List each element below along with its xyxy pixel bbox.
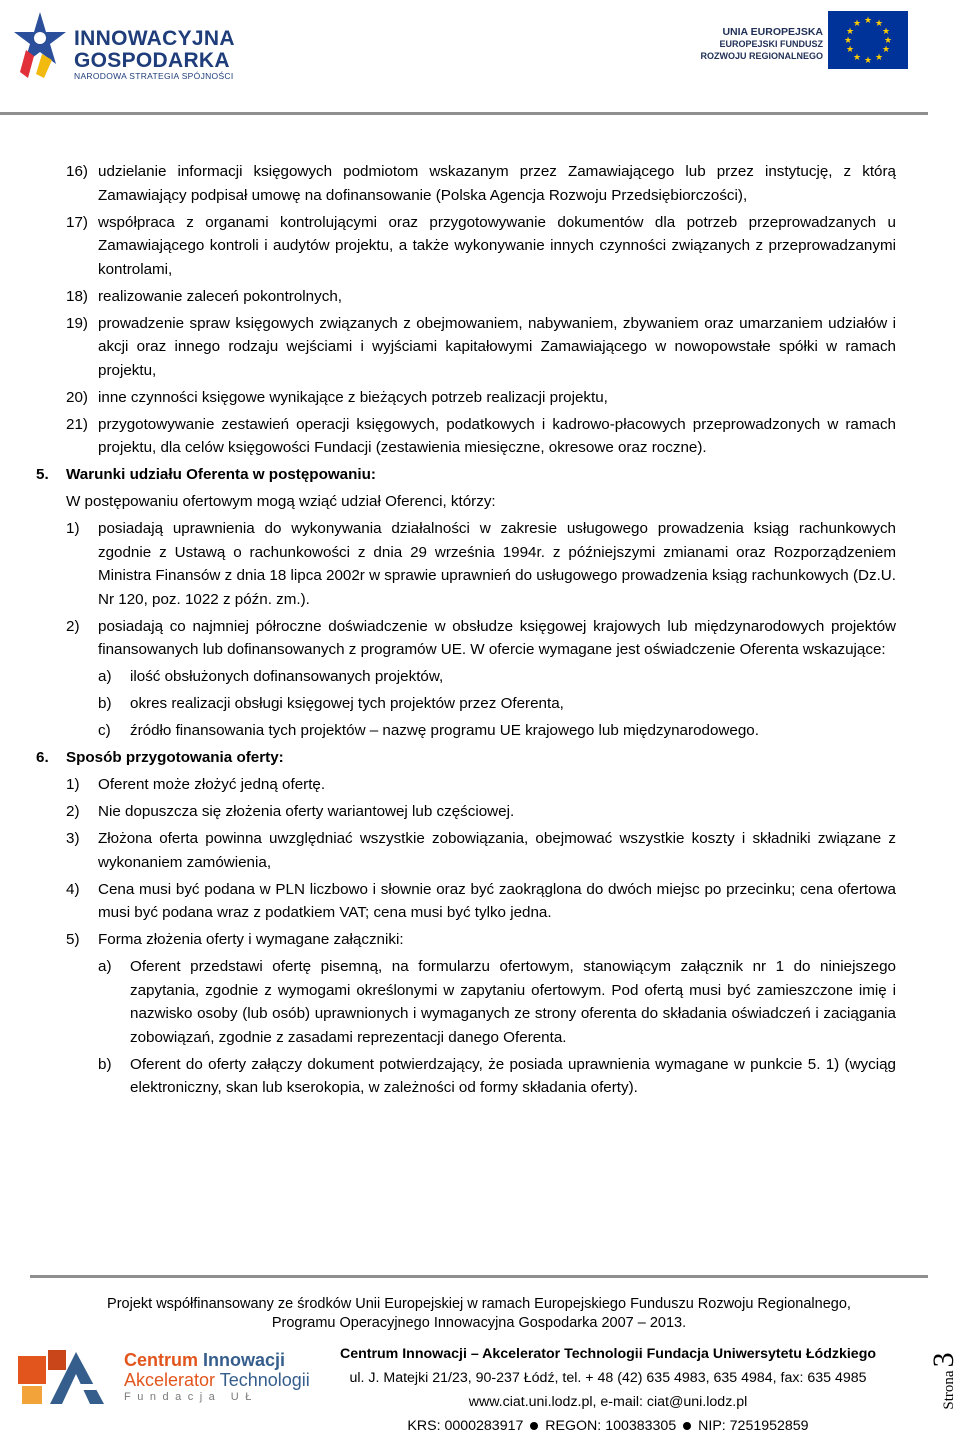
project-cofinancing-note <box>30 1295 928 1332</box>
item-text: prowadzenie spraw księgowych związanych z obejmowaniem, nabywaniem, zbywaniem oraz umarzaniem udziałów i akcji oraz innego rodzaju wejściami i wyjściami kapitałowymi Zamawiającego w nowopowstałe spółki w ramach projektu, <box>98 314 896 379</box>
list-item <box>36 285 896 309</box>
header-divider <box>0 112 928 115</box>
item-text: źródło finansowania tych projektów – nazwę programu UE krajowego lub międzynarodowego. <box>130 722 759 739</box>
document-body <box>36 160 896 1103</box>
svg-text:★: ★ <box>843 36 853 46</box>
svg-text:★: ★ <box>852 53 862 63</box>
ciat-logo-line-3: Fundacja UŁ <box>124 1391 258 1403</box>
bullet-icon <box>530 1422 538 1430</box>
item-text: Nie dopuszcza się złożenia oferty wariantowej lub częściowej. <box>98 803 515 820</box>
sub-list-item <box>36 719 896 743</box>
page-number-marker <box>928 1338 960 1424</box>
item-text: posiadają co najmniej półroczne doświadczenie w obsłudze księgowej krajowych lub międzynarodowych projektów finansowanych lub dofinansowanych z programów UE. W ofercie wymagane jest oświadczenie Oferenta wskazujące: <box>98 617 896 658</box>
nip: NIP: 7251952859 <box>698 1418 809 1434</box>
svg-text:★: ★ <box>863 16 873 26</box>
page-number: 3 <box>927 1352 960 1368</box>
sub-list-item <box>36 955 896 1049</box>
item-text: Złożona oferta powinna uwzględniać wszystkie zobowiązania, obejmować wszystkie koszty i składniki związane z wykonaniem zamówienia, <box>98 830 896 871</box>
list-item <box>36 517 896 611</box>
project-line-2: Programu Operacyjnego Innowacyjna Gospodarka 2007 – 2013. <box>271 1314 687 1331</box>
section-number: 5. <box>36 466 49 483</box>
svg-text:★: ★ <box>881 27 891 37</box>
ciat-word-centrum: Centrum <box>124 1350 199 1370</box>
item-text: ilość obsłużonych dofinansowanych projektów, <box>130 668 444 685</box>
eu-flag-icon <box>828 11 908 69</box>
item-letter: b) <box>98 1055 112 1073</box>
item-letter: a) <box>98 668 112 685</box>
ciat-logo <box>18 1348 310 1410</box>
ciat-logo-line-1 <box>124 1350 285 1371</box>
item-text: Oferent do oferty załączy dokument potwierdzający, że posiada uprawnienia wymagane w punkcie 5. 1) (wyciąg elektroniczny, skan lub kserokopia, w zależności od formy składania oferty). <box>130 1055 896 1096</box>
org-name: Centrum Innowacji – Akcelerator Technologii Fundacja Uniwersytetu Łódzkiego <box>339 1346 877 1362</box>
section-6-heading <box>36 746 896 770</box>
ciat-word-innowacji: Innowacji <box>203 1350 286 1370</box>
eu-text <box>695 26 823 62</box>
item-number: 5) <box>66 931 80 948</box>
item-text: Cena musi być podana w PLN liczbowo i słownie oraz być zaokrąglona do dwóch miejsc po przecinku; cena ofertowa musi być podana wraz z podatkiem VAT; cena musi być tylko jedna. <box>98 880 896 921</box>
org-web-email: www.ciat.uni.lodz.pl, e-mail: ciat@uni.lodz.pl <box>468 1394 748 1410</box>
item-text: Forma złożenia oferty i wymagane załączniki: <box>98 931 404 948</box>
organization-contact <box>300 1342 916 1438</box>
list-item <box>36 413 896 460</box>
item-text: posiadają uprawnienia do wykonywania działalności w zakresie usługowego prowadzenia ksiąg rachunkowych zgodnie z Ustawą o rachunkowości z dnia 29 września 1994r. z późniejszymi zmianami oraz Rozporządzeniem Ministra Finansów z dnia 18 lipca 2002r w sprawie uprawnień do usługowego prowadzenia ksiąg rachunkowych (Dz.U. Nr 120, poz. 1022 z późn. zm.). <box>98 520 896 608</box>
krs: KRS: 0000283917 <box>407 1418 524 1434</box>
project-line-1: Projekt współfinansowany ze środków Unii Europejskiej w ramach Europejskiego Funduszu Rozwoju Regionalnego, <box>107 1296 851 1312</box>
eu-logo <box>695 6 910 70</box>
list-item <box>36 928 896 952</box>
logo-line-1: INNOWACYJNA <box>74 27 235 50</box>
org-address: ul. J. Matejki 21/23, 90-237 Łódź, tel. + 48 (42) 635 4983, 635 4984, fax: 635 4985 <box>349 1370 867 1386</box>
item-letter: c) <box>98 722 111 739</box>
sub-list-item <box>36 1053 896 1100</box>
logo-line-2: GOSPODARKA <box>74 49 230 72</box>
item-text: okres realizacji obsługi księgowej tych projektów przez Oferenta, <box>130 695 564 712</box>
svg-text:★: ★ <box>863 56 873 66</box>
star-emblem-icon <box>12 10 68 80</box>
item-number: 19) <box>66 314 88 332</box>
svg-text:★: ★ <box>881 45 891 55</box>
item-text: udzielanie informacji księgowych podmiotom wskazanym przez Zamawiającego lub przez instytucję, z którą Zamawiający podpisał umowę na dofinansowanie (Polska Agencja Rozwoju Przedsiębiorczości), <box>98 163 896 204</box>
item-text: Oferent może złożyć jedną ofertę. <box>98 776 326 793</box>
item-number: 16) <box>66 163 88 180</box>
list-item <box>36 312 896 383</box>
item-text: współpraca z organami kontrolującymi oraz przygotowywanie dokumentów dla potrzeb przeprowadzanych u Zamawiającego kontroli i audytów projektu, a także wykonywanie innych czynności związanych z przeprowadzanymi kontrolami, <box>98 213 896 278</box>
list-item <box>36 773 896 797</box>
list-item <box>36 386 896 410</box>
item-text: inne czynności księgowe wynikające z bieżących potrzeb realizacji projektu, <box>98 388 608 406</box>
svg-text:★: ★ <box>883 36 893 46</box>
item-letter: a) <box>98 958 112 975</box>
item-number: 1) <box>66 520 80 537</box>
item-number: 3) <box>66 830 80 847</box>
item-letter: b) <box>98 695 112 712</box>
list-item <box>36 878 896 925</box>
page-number-rotated <box>927 1352 960 1409</box>
ciat-emblem-icon <box>18 1348 108 1406</box>
item-number: 2) <box>66 617 80 635</box>
section-intro: W postępowaniu ofertowym mogą wziąć udział Oferenci, którzy: <box>66 493 496 510</box>
section-title: Warunki udziału Oferenta w postępowaniu: <box>66 466 376 483</box>
item-number: 18) <box>66 287 88 305</box>
footer-divider <box>30 1275 928 1278</box>
item-number: 4) <box>66 880 80 898</box>
eu-line-1: UNIA EUROPEJSKA <box>722 26 823 38</box>
page-label: Strona <box>941 1370 957 1410</box>
ciat-word-technologii: Technologii <box>219 1370 310 1390</box>
svg-text:★: ★ <box>845 45 855 55</box>
svg-text:★: ★ <box>874 53 884 63</box>
item-text: Oferent przedstawi ofertę pisemną, na formularzu ofertowym, stanowiącym załącznik nr 1 do niniejszego zapytania, zgodnie z wymogami określonymi w zapytaniu ofertowym. Pod ofertą musi być zamieszczone imię i nazwisko osoby (lub osób) uprawnionych i wymaganych ze strony oferenta do składania oświadczeń i zaciągania zobowiązań, zgodnie z zasadami reprezentacji danego Oferenta. <box>130 958 896 1046</box>
list-item <box>36 160 896 207</box>
eu-line-3: ROZWOJU REGIONALNEGO <box>700 51 823 61</box>
org-registry <box>300 1414 916 1438</box>
regon: REGON: 100383305 <box>545 1418 677 1434</box>
item-number: 17) <box>66 213 88 231</box>
bullet-icon <box>683 1422 691 1430</box>
section-5-heading <box>36 463 896 487</box>
ciat-logo-line-2 <box>124 1370 310 1391</box>
eu-line-2: EUROPEJSKI FUNDUSZ <box>719 39 823 49</box>
innowacyjna-gospodarka-logo <box>12 8 237 86</box>
item-text: przygotowywanie zestawień operacji księgowych, podatkowych i kadrowo-płacowych przeprowadzonych w ramach projektu, dla celów księgowości Fundacji (zestawienia miesięczne, okresowe oraz roczne). <box>98 415 896 456</box>
logo-subtitle: NARODOWA STRATEGIA SPÓJNOŚCI <box>74 71 234 81</box>
item-text: realizowanie zaleceń pokontrolnych, <box>98 287 342 305</box>
section-title: Sposób przygotowania oferty: <box>66 749 284 766</box>
item-number: 21) <box>66 415 88 433</box>
list-item <box>36 211 896 282</box>
list-item <box>36 800 896 824</box>
list-item <box>36 615 896 662</box>
item-number: 2) <box>66 803 80 820</box>
item-number: 1) <box>66 776 80 793</box>
svg-text:★: ★ <box>874 19 884 29</box>
list-item <box>36 827 896 874</box>
svg-text:★: ★ <box>845 27 855 37</box>
ciat-word-akcelerator: Akcelerator <box>124 1370 216 1390</box>
section-number: 6. <box>36 749 49 766</box>
sub-list-item <box>36 692 896 716</box>
sub-list-item <box>36 665 896 689</box>
item-number: 20) <box>66 388 88 406</box>
svg-text:★: ★ <box>852 19 862 29</box>
